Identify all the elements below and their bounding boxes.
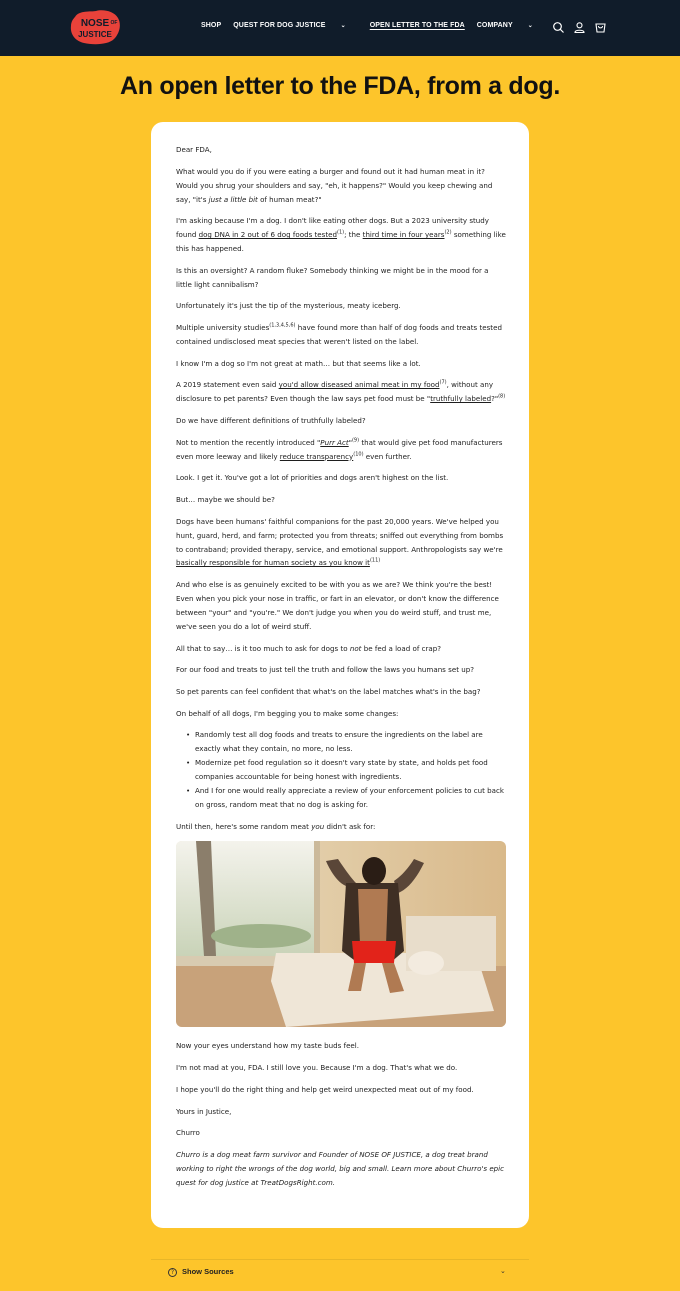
- show-sources-toggle[interactable]: [151, 1259, 529, 1287]
- svg-text:OF: OF: [110, 20, 118, 26]
- text: Purr Act: [320, 437, 349, 447]
- ref: (1,3,4,5,6): [269, 322, 296, 329]
- paragraph: For our food and treats to just tell the truth and follow the laws you humans set up?: [176, 665, 474, 675]
- link-diseased-meat[interactable]: you'd allow diseased animal meat in my food: [278, 380, 440, 390]
- nav-item-company[interactable]: [477, 22, 545, 29]
- list-item: • Randomly test all dog foods and treats to ensure the ingredients on the label are exactly what they contain, no more, no less.: [186, 728, 506, 756]
- paragraph: I'm not mad at you, FDA. I still love you. Because I'm a dog. That's what we do.: [176, 1063, 458, 1073]
- paragraph: [176, 515, 506, 571]
- ref: (10): [353, 451, 364, 458]
- link-reduce-transparency[interactable]: reduce transparency: [279, 451, 354, 461]
- text: of human meat?": [257, 194, 322, 204]
- paragraph: [176, 214, 506, 256]
- author-bio: [176, 1148, 506, 1190]
- paragraph: On behalf of all dogs, I'm begging you to make some changes:: [176, 708, 399, 718]
- chevron-down-icon: ⌄: [527, 23, 533, 29]
- svg-text:NOSE: NOSE: [80, 18, 110, 29]
- svg-text:JUSTICE: JUSTICE: [78, 30, 112, 39]
- list-item: • And I for one would really appreciate a review of your enforcement policies to cut back on gross, random meat that no dog is asking for.: [186, 784, 506, 812]
- text: Multiple university studies: [176, 323, 270, 333]
- header-actions: [552, 21, 615, 34]
- text: ; the: [344, 230, 363, 240]
- nav-item-open-letter[interactable]: OPEN LETTER TO THE FDA: [369, 22, 465, 29]
- text: All that to say… is it too much to ask for dogs to: [176, 643, 350, 653]
- paragraph: So pet parents can feel confident that what's on the label matches what's in the bag?: [176, 686, 481, 696]
- text: have found more than half of dog foods and treats tested contained undisclosed meat species that weren't listed on the label.: [176, 323, 502, 346]
- text: didn't ask for:: [324, 821, 376, 831]
- text: be fed a load of crap?: [361, 643, 442, 653]
- ref: (7): [439, 380, 447, 386]
- nav-item-quest-label: QUEST FOR DOG JUSTICE: [233, 22, 326, 29]
- text: What would you do if you were eating a burger and found out it had human meat in it? Would you shrug your shoulders and say, "eh, it happens?" Would you keep chewing and say, "it's: [176, 166, 493, 204]
- text: , without any disclosure to pet parents? Even though the law says pet food must be ": [176, 380, 494, 404]
- paragraph: [176, 642, 506, 656]
- photo: [176, 841, 506, 1027]
- nav-item-shop[interactable]: SHOP: [201, 22, 222, 29]
- cart-icon[interactable]: [594, 21, 607, 34]
- letter-card: [151, 122, 529, 1228]
- paragraph: [176, 378, 506, 406]
- link-truthfully-labeled[interactable]: truthfully labeled: [430, 394, 492, 404]
- main-nav: [201, 22, 557, 29]
- text: not: [349, 643, 362, 653]
- brand-logo[interactable]: [69, 9, 121, 46]
- ref: (9): [351, 437, 360, 444]
- chevron-down-icon: ⌄: [340, 23, 346, 29]
- text: something like this has happened.: [176, 230, 506, 254]
- text: Not to mention the recently introduced ": [176, 437, 321, 447]
- text: just a little bit: [208, 194, 258, 204]
- search-icon[interactable]: [552, 21, 565, 34]
- text: Dogs have been humans' faithful companions for the past 20,000 years. We've helped you hunt, guard, herd, and farm; protected you from threats; sniffed out everything from bombs to contraband; provided therapy, service, and emotional support. Anthropologists say we're: [176, 516, 504, 554]
- paragraph: Look. I get it. You've got a lot of priorities and dogs aren't highest on the list.: [176, 473, 449, 483]
- page-title: An open letter to the FDA, from a dog.: [120, 72, 560, 100]
- paragraph: Is this an oversight? A random fluke? Somebody thinking we might be in the mood for a little light cannibalism?: [176, 265, 489, 289]
- text: ?": [491, 394, 499, 404]
- link-purr-act[interactable]: [320, 438, 348, 447]
- paragraph: I know I'm a dog so I'm not great at math… but that seems like a lot.: [176, 358, 421, 368]
- ref: (2): [444, 229, 452, 236]
- link-human-society[interactable]: basically responsible for human society as you know it: [176, 558, 370, 568]
- site-header: [0, 0, 680, 56]
- text: that would give pet food manufacturers even more leeway and likely: [176, 437, 503, 461]
- show-sources-label: Show Sources: [182, 1267, 234, 1276]
- text: Churro is a dog meat farm survivor and Founder of NOSE OF JUSTICE, a dog treat brand working to right the wrongs of the dog world, big and small. Learn more about Churro's epic quest for dog justice at TreatDogsRight.com.: [176, 1150, 505, 1187]
- nav-item-company-label: COMPANY: [476, 22, 513, 29]
- paragraph: [176, 820, 506, 834]
- list-item: • Modernize pet food regulation so it doesn't vary state by state, and holds pet food companies accountable for being honest with ingredients.: [186, 756, 506, 784]
- paragraph: Do we have different definitions of truthfully labeled?: [176, 415, 366, 425]
- paragraph: And who else is as genuinely excited to be with you as we are? We think you're the best! Even when you pick your nose in traffic, or fart in an elevator, or don't know the difference between "your" and "you're." We don't judge you when you do weird stuff, and trust me, we've seen you do a lot of weird stuff.: [176, 580, 499, 631]
- paragraph: [176, 436, 506, 464]
- chevron-down-icon: ⌄: [500, 1267, 506, 1275]
- link-dog-dna[interactable]: dog DNA in 2 out of 6 dog foods tested: [198, 230, 338, 240]
- ref: (11): [369, 558, 381, 565]
- text: even further.: [363, 451, 412, 461]
- account-icon[interactable]: [573, 21, 586, 34]
- paragraph: Now your eyes understand how my taste buds feel.: [176, 1041, 360, 1051]
- text: you: [311, 821, 325, 831]
- paragraph: I hope you'll do the right thing and help get weird unexpected meat out of my food.: [176, 1084, 474, 1094]
- paragraph: [176, 165, 506, 207]
- salutation: Dear FDA,: [176, 145, 212, 154]
- paragraph: But… maybe we should be?: [176, 494, 275, 504]
- paragraph: [176, 321, 506, 349]
- paragraph: Unfortunately it's just the tip of the mysterious, meaty iceberg.: [176, 301, 401, 311]
- ref: (1): [337, 229, 345, 236]
- text: A 2019 statement even said: [176, 380, 279, 390]
- link-third-time[interactable]: third time in four years: [362, 230, 445, 240]
- ref: (8): [498, 393, 506, 400]
- photo-image: [176, 841, 506, 1027]
- signature: Churro: [176, 1128, 200, 1138]
- text: Until then, here's some random meat: [176, 821, 312, 831]
- nav-item-quest[interactable]: [233, 22, 357, 29]
- question-icon: ?: [168, 1268, 177, 1277]
- changes-list: [176, 728, 506, 811]
- signoff: Yours in Justice,: [176, 1106, 232, 1116]
- text: ": [348, 437, 352, 447]
- text: I'm asking because I'm a dog. I don't like eating other dogs. But a 2023 university study found: [176, 216, 490, 240]
- letter-body: [176, 143, 506, 1198]
